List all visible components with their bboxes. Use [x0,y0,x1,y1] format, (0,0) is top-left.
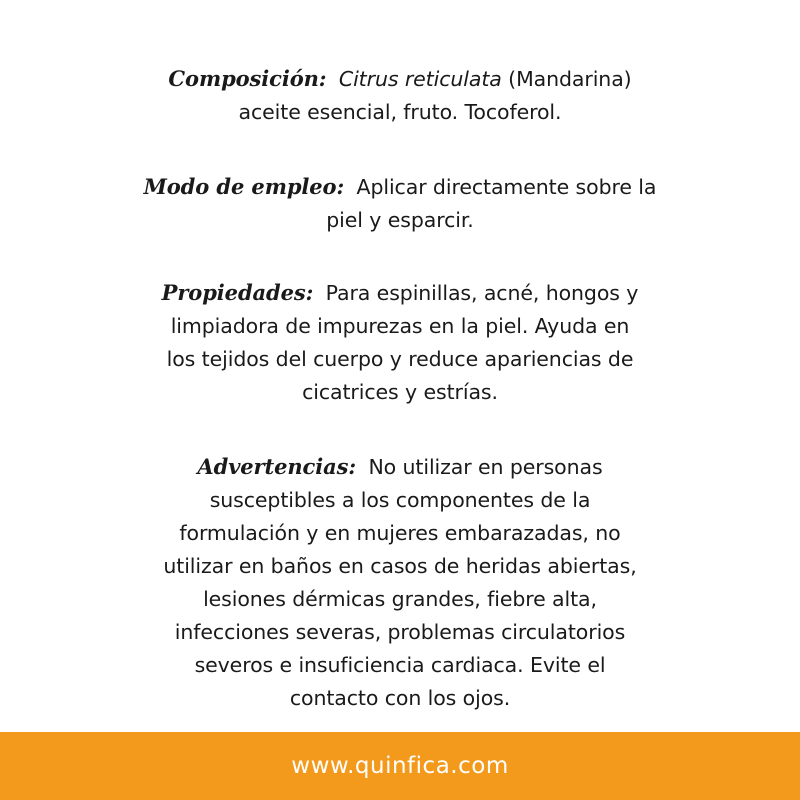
warnings-text-1: No utilizar en personas [368,455,603,479]
warnings-line-3: formulación y en mujeres embarazadas, no [179,521,621,545]
warnings-label: Advertencias: [197,454,357,479]
properties-line-1 [90,276,710,310]
footer-bar [0,732,800,800]
composition-line-2: aceite esencial, fruto. Tocoferol. [238,100,562,124]
properties-text-1: Para espinillas, acné, hongos y [325,281,639,305]
usage-line-2: piel y esparcir. [326,208,474,232]
composition-common-name: (Mandarina) [501,67,632,91]
composition-section [90,62,710,129]
usage-text-1: Aplicar directamente sobre la [356,175,657,199]
properties-line-3: los tejidos del cuerpo y reduce apariencias de [166,347,634,371]
usage-label: Modo de empleo: [143,174,345,199]
usage-line-1 [90,170,710,204]
properties-section [90,276,710,409]
properties-line-2: limpiadora de impurezas en la piel. Ayuda en [170,314,630,338]
warnings-line-8: contacto con los ojos. [289,686,511,710]
warnings-line-5: lesiones dérmicas grandes, fiebre alta, [203,587,597,611]
composition-line-1 [90,62,710,96]
composition-species: Citrus reticulata [338,67,502,91]
warnings-line-6: infecciones severas, problemas circulatorios [174,620,626,644]
usage-section [90,170,710,237]
warnings-line-7: severos e insuficiencia cardiaca. Evite el [194,653,606,677]
properties-label: Propiedades: [161,280,314,305]
properties-line-4: cicatrices y estrías. [302,380,498,404]
warnings-line-2: susceptibles a los componentes de la [209,488,591,512]
composition-label: Composición: [168,66,327,91]
warnings-line-4: utilizar en baños en casos de heridas abiertas, [163,554,637,578]
warnings-line-1 [90,450,710,484]
warnings-section [90,450,710,715]
website-url: www.quinfica.com [291,753,509,779]
